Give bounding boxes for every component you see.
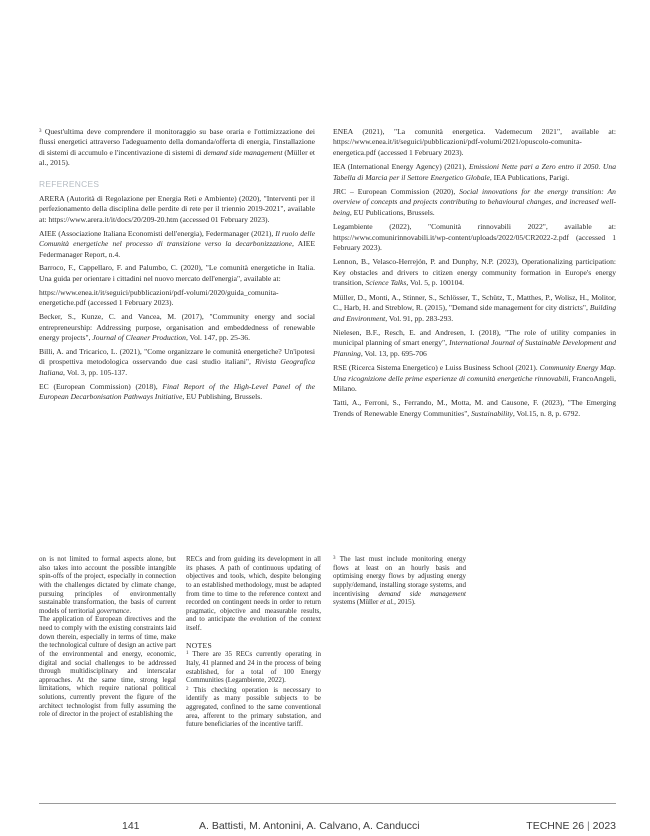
footer-journal	[526, 820, 616, 832]
note-text: This checking operation is necessary to identify as many possible subjects to be aggregated, confined to the same conventional area, afferent to the primary substation, and future beneficiaries of the incentive tariff.	[186, 685, 321, 729]
reference-title-italic: Community Energy Map. Una ricognizione delle prime esperienze di comunità energetiche rinnovabili	[333, 363, 616, 383]
reference-text-end: , IEA Publications, Parigi.	[489, 172, 570, 182]
notes-heading: NOTES	[186, 640, 212, 650]
footnote-mark: 3	[39, 129, 42, 134]
reference-text: Legambiente (2022), "Comunità rinnovabili 2022", available at: https://www.comunirinnovabili.it/wp-content/uploads/2022/05/CR2022-2.pdf (accessed 1 February 2023).	[333, 222, 616, 253]
reference-title-italic: Il ruolo delle Comunità energetiche nel processo di transizione verso la decarbonizzazione	[39, 228, 315, 249]
footnote-text-end: (Müller et al., 2015).	[39, 147, 315, 168]
note-mark: 1	[186, 651, 189, 657]
reference-text-end: , AIEE Federmanager Report, n.4.	[39, 239, 315, 259]
reference-text: https://www.enea.it/it/seguici/pubblicazioni/pdf-volumi/2020/guida_comunita-energetiche.pdf (accessed 1 February 2023).	[39, 287, 279, 308]
footer-authors: A. Battisti, M. Antonini, A. Calvano, A. Canducci	[199, 820, 420, 832]
reference-entry	[333, 187, 616, 218]
reference-text: ENEA (2021), "La comunità energetica. Vademecum 2021", available at: https://www.enea.it/it/seguici/pubblicazioni/pdf-volumi/2021/opuscolo-comunita-energetica.pdf (accessed 1 February 2023).	[333, 127, 616, 157]
reference-text: Müller, D., Monti, A., Stinner, S., Schlösser, T., Schütz, T., Matthes, P., Wolisz, H., Molitor, C., Harb, H. and Streblow, R. (2015), "Demand side management for city districts",	[333, 292, 616, 313]
journal-name: TECHNE	[526, 820, 570, 832]
reference-entry	[39, 229, 315, 260]
reference-text-end: , EU Publishing, Brussels.	[182, 391, 263, 401]
reference-text-end: , FrancoAngeli, Milano.	[333, 373, 617, 393]
reference-text: ARERA (Autorità di Regolazione per Energia Reti e Ambiente) (2020), "Interventi per il perfezionamento della disciplina delle perdite di rete per il triennio 2019-2021", available at: https://www.arera.it/it/docs/20/209-20.htm (accessed 01 February 2023).	[39, 194, 315, 224]
reference-text: Billi, A. and Tricarico, L. (2021), "Come organizzare le comunità energetiche? Un'ipotesi di prospettiva metodologica osservando due casi studio italiani",	[39, 346, 315, 367]
reference-text: AIEE (Associazione Italiana Economisti dell'energia), Federmanager (2021),	[39, 228, 276, 238]
note-3	[333, 555, 466, 607]
note-text-italic: et al.	[380, 598, 395, 607]
reference-text: IEA (International Energy Agency) (2021),	[333, 162, 469, 172]
page-number: 141	[122, 820, 140, 832]
reference-text-end: , Vol. 13, pp. 695-706	[360, 348, 427, 358]
reference-entry	[39, 382, 315, 403]
reference-title-italic: Science Talks	[365, 278, 407, 288]
reference-entry	[39, 347, 315, 378]
reference-title-italic: Social innovations for the energy transition: An overview of concepts and projects contributing to behavioural changes, and increased well-being	[333, 187, 616, 217]
reference-entry	[333, 363, 616, 394]
reference-text-end: , Vol. 91, pp. 283-293.	[385, 313, 454, 323]
reference-text: Nielesen, B.F., Resch, E. and Andresen, I. (2018), "The role of utility companies in municipal planning of smart energy",	[333, 327, 616, 348]
note-text-italic: demand side management	[378, 589, 466, 598]
body-column-2	[186, 555, 321, 730]
body-text: on is not limited to formal aspects alone, but also takes into account the possible intangible spin-offs of the project, especially in connection with the challenges dictated by climate change, pursuing principles of environmentally sustainable transformation, the basis of current models of territorial	[39, 555, 176, 615]
body-paragraph: The application of European directives and the need to comply with the existing constraints laid down therein, especially in terms of time, make the technological culture of design an active part of the environmental and energy, economic, digital and social challenges to be addressed through multidisciplinary and interscalar approaches. At the same time, strong legal limitations, which require national political solutions, currently prevent the figure of the architect technologist from fully assuming the role of director in the project of establishing the	[39, 615, 176, 719]
year: 2023	[592, 820, 616, 832]
body-text-end: .	[129, 606, 132, 615]
reference-list-right	[333, 127, 616, 419]
reference-text-end: , Vol.15, n. 8, p. 6792.	[512, 408, 581, 418]
body-paragraph	[39, 555, 176, 615]
reference-text: Tatti, A., Ferroni, S., Ferrando, M., Motta, M. and Causone, F. (2023), "The Emerging Trends of Renewable Energy Communities",	[333, 398, 616, 418]
body-text-italic: governance	[96, 606, 130, 615]
reference-text: Becker, S., Kunze, C. and Vancea, M. (2017), "Community energy and social entrepreneurship: Addressing purpose, organisation and embeddedness of renewable energy projects",	[39, 312, 315, 342]
note-1	[186, 650, 321, 685]
reference-text-end: , Vol. 147, pp. 25-36.	[185, 332, 250, 342]
reference-entry	[333, 127, 616, 158]
issue-number: 26	[572, 820, 585, 832]
note-mark: 3	[333, 556, 336, 561]
reference-title-italic: Journal of Cleaner Production	[92, 332, 186, 342]
footer-separator: |	[586, 820, 590, 832]
body-column-1	[39, 555, 176, 719]
reference-entry	[39, 194, 315, 225]
reference-text: RSE (Ricerca Sistema Energetico) e Luiss Business School (2021).	[333, 363, 540, 373]
note-mark: 2	[186, 686, 189, 692]
reference-title-italic: Sustainability	[471, 408, 513, 418]
reference-text-end: , Vol. 5, p. 100104.	[406, 278, 465, 288]
top-left-column	[39, 127, 315, 406]
reference-text-end: , EU Publications, Brussels.	[349, 207, 435, 217]
footnote-3-italian	[39, 127, 315, 169]
reference-entry	[333, 398, 616, 419]
note-2	[186, 686, 321, 729]
reference-entry	[39, 312, 315, 343]
reference-entry	[39, 263, 315, 284]
body-paragraph: RECs and from guiding its development in all its phases. A path of continuous updating of objectives and tools, which, despite belonging to an established methodology, must be adapted from time to time to the reference context and recorded on contingent needs in order to return pragmatic, objective and measurable results, and to anticipate the evolution of the context itself.	[186, 555, 321, 632]
reference-entry	[333, 257, 616, 288]
reference-entry	[333, 293, 616, 324]
reference-entry	[333, 222, 616, 253]
reference-title-italic: Final Report of the High-Level Panel of the European Decarbonisation Pathways Initiative	[39, 381, 316, 401]
reference-entry	[333, 162, 616, 183]
reference-entry	[39, 288, 315, 309]
reference-title-italic: International Journal of Sustainable Development and Planning	[333, 338, 617, 358]
footer-divider	[39, 803, 616, 804]
note-text: , 2015).	[394, 598, 416, 607]
note-text: systems (Müller	[333, 598, 381, 607]
top-right-column	[333, 127, 616, 423]
footnote-text: Quest'ultima deve comprendere il monitoraggio su base oraria e l'ottimizzazione dei flussi energetici attraverso l'adeguamento della domanda/offerta di energia, l'installazione di sistemi di accumulo e l'incentivazione di sistemi di	[39, 127, 315, 157]
reference-title-italic: Rivista Geografica Italiana	[39, 357, 315, 377]
reference-text: EC (European Commission) (2018),	[39, 381, 163, 391]
body-column-3	[333, 555, 466, 607]
reference-title-italic: Building and Environment	[333, 303, 616, 323]
note-text: The last must include monitoring energy flows at least on an hourly basis and optimising energy flows by adjusting energy supply/demand, installing storage systems, and incentivising	[333, 555, 466, 598]
reference-entry	[333, 328, 616, 359]
footnote-text-italic: demand side management	[203, 147, 283, 157]
reference-text: JRC – European Commission (2020),	[333, 187, 460, 197]
reference-list-left	[39, 194, 315, 402]
reference-title-italic: Emissioni Nette pari a Zero entro il 2050. Una Tabella di Marcia per il Settore Energetico Globale	[333, 162, 616, 182]
references-heading: REFERENCES	[39, 178, 100, 189]
reference-text: Lennon, B., Velasco-Herrejón, P. and Dunphy, N.P. (2023), Operationalizing participation: Key obstacles and drivers to citizen energy community formation in Europe's energy transition,	[333, 257, 616, 288]
reference-text-end: , Vol. 3, pp. 105-137.	[63, 367, 128, 377]
note-text: There are 35 RECs currently operating in Italy, 41 planned and 24 in the process of being established, for a total of 100 Energy Communities (Legambiente, 2022).	[186, 650, 322, 685]
reference-text: Barroco, F., Cappellaro, F. and Palumbo, C. (2020), "Le comunità energetiche in Italia. Una guida per orientare i cittadini nel nuovo mercato dell'energia", available at:	[39, 263, 315, 283]
